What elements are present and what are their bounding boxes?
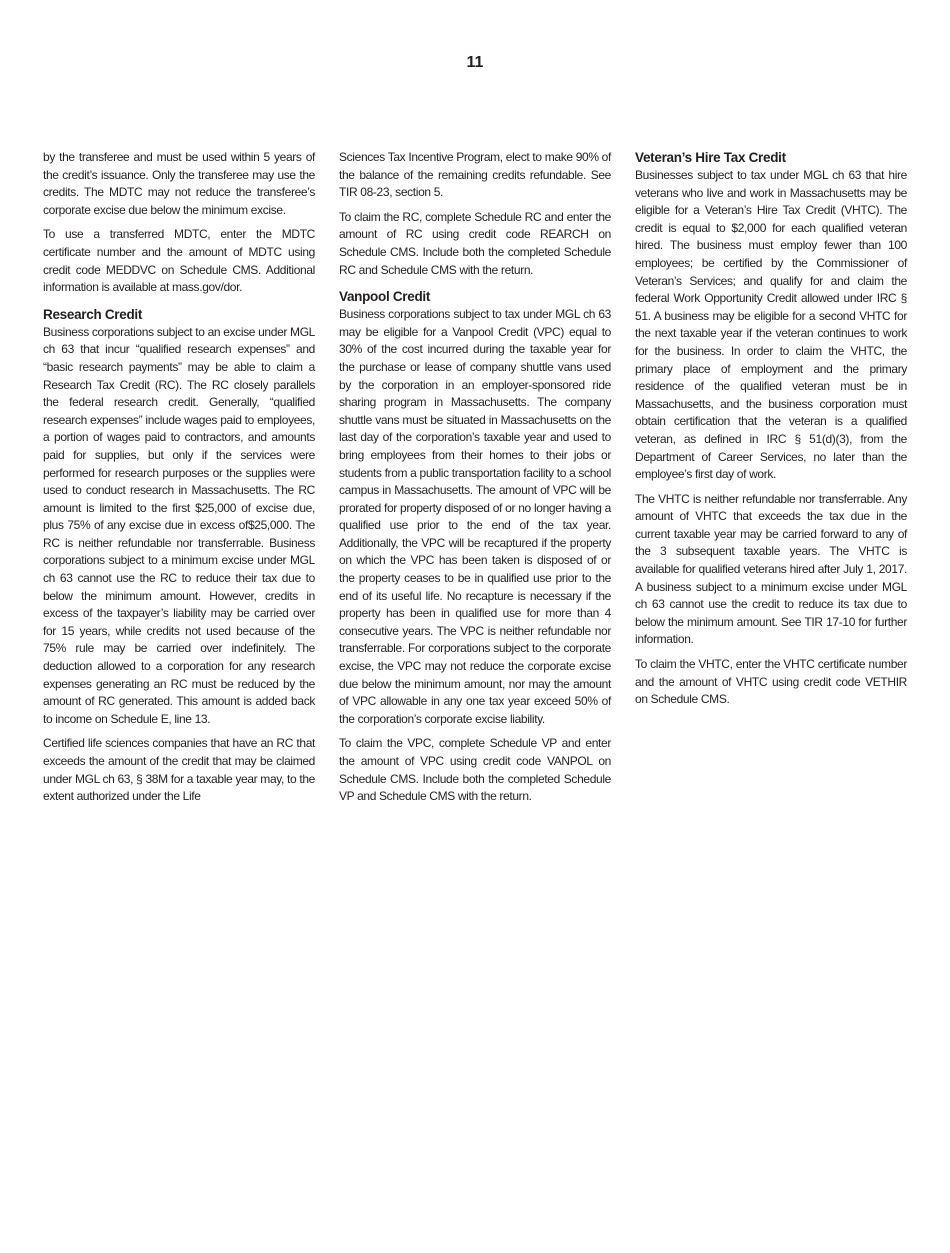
paragraph: Businesses subject to tax under MGL ch 63 that hire veterans who live and work in Massachusetts may be eligible for a Veteran’s Hire Tax Credit (VHTC). The credit is equal to $2,000 for each qualified veteran hired. The business must employ fewer than 100 employees; be certified by the Commissioner of Veteran’s Services; and qualify for and claim the federal Work Opportunity Credit allowed under IRC § 51. A business may be eligible for a second VHTC for the next taxable year if the veteran continues to work for the business. In order to claim the VHTC, the primary place of employment and the primary residence of the qualified veteran must be in Massachusetts, and the business corporation must obtain certification that the veteran is a qualified veteran, as defined in IRC § 51(d)(3), from the Department of Career Services, no later than the employee’s first day of work. [635,168,907,482]
paragraph: To claim the RC, complete Schedule RC and enter the amount of RC using credit code REARCH on Schedule CMS. Include both the completed Schedule RC and Schedule CMS with the return. [339,209,611,277]
column-3 [635,149,907,813]
paragraph: by the transferee and must be used within 5 years of the credit’s issuance. Only the transferee may use the credits. The MDTC may not reduce the transferee’s corporate excise due below the minimum excise. [43,150,315,217]
paragraph: Business corporations subject to an excise under MGL ch 63 that incur “qualified research expenses” and “basic research payments” may be able to claim a Research Tax Credit (RC). The RC closely parallels the federal research credit. Generally, “qualified research expenses” include wages paid to employees, a portion of wages paid to contractors, and amounts paid for supplies, but only if the services were performed for research purposes or the supplies were used to conduct research in Massachusetts. The RC amount is limited to the first $25,000 of excise due, plus 75% of any excise due in excess of$25,000. The RC is neither refundable nor transferrable. Business corporations subject to a minimum excise under MGL ch 63 cannot use the RC to reduce their tax due to below the minimum amount. However, credits in excess of the taxpayer’s liability may be carried over for 15 years, while credits not used because of the 75% rule may be carried over indefinitely. The deduction allowed to a corporation for any research expenses generating an RC must be reduced by the amount of RC generated. This amount is added back to income on Schedule E, line 13. [43,324,315,726]
paragraph: Certified life sciences companies that have an RC that exceeds the amount of the credit that may be claimed under MGL ch 63, § 38M for a taxable year may, to the extent authorized under the Life [43,736,315,804]
text-columns [43,149,907,813]
column-2 [339,149,611,813]
paragraph: Sciences Tax Incentive Program, elect to make 90% of the balance of the remaining credits refundable. See TIR 08-23, section 5. [339,150,611,200]
paragraph: The VHTC is neither refundable nor transferrable. Any amount of VHTC that exceeds the tax due in the current taxable year may be carried forward to any of the 3 subsequent taxable years. The VHTC is available for qualified veterans hired after July 1, 2017. A business subject to a minimum excise under MGL ch 63 cannot use the credit to reduce its tax due to below the minimum amount. See TIR 17-10 for further information. [635,491,907,647]
page-number: 11 [466,54,484,71]
paragraph: To claim the VPC, complete Schedule VP and enter the amount of VPC using credit code VANPOL on Schedule CMS. Include both the completed Schedule VP and Schedule CMS with the return. [339,736,611,804]
paragraph: Business corporations subject to tax under MGL ch 63 may be eligible for a Vanpool Credit (VPC) equal to 30% of the cost incurred during the taxable year for the purchase or lease of company shuttle vans used by the corporation in an employer-sponsored ride sharing program in Massachusetts. The company shuttle vans must be situated in Massachusetts on the last day of the corporation’s taxable year and used to bring employees from their homes to their jobs or students from a public transportation facility to a school campus in Massachusetts. The amount of VPC will be prorated for property disposed of or no longer having a qualified use prior to the end of the tax year. Additionally, the VPC will be recaptured if the property on which the VPC has been taken is disposed of or the property ceases to be in qualified use prior to the end of its useful life. No recapture is necessary if the property has been in qualified use for more than 4 consecutive years. The VPC is neither refundable nor transferrable. For corporations subject to the corporate excise, the VPC may not reduce the corporate excise due below the minimum amount, nor may the amount of VPC allowable in any one tax year exceed 50% of the corporation’s corporate excise liability. [339,307,611,726]
section-heading-vanpool-credit: Vanpool Credit [339,289,431,305]
column-1 [43,149,315,813]
section-heading-research-credit: Research Credit [43,306,143,322]
paragraph: To use a transferred MDTC, enter the MDTC certificate number and the amount of MDTC using credit code MEDDVC on Schedule CMS. Additional information is available at mass.gov/dor. [43,227,315,295]
section-heading-veterans-hire-tax-credit: Veteran’s Hire Tax Credit [635,150,786,165]
paragraph: To claim the VHTC, enter the VHTC certificate number and the amount of VHTC using credit code VETHIR on Schedule CMS. [635,657,907,707]
